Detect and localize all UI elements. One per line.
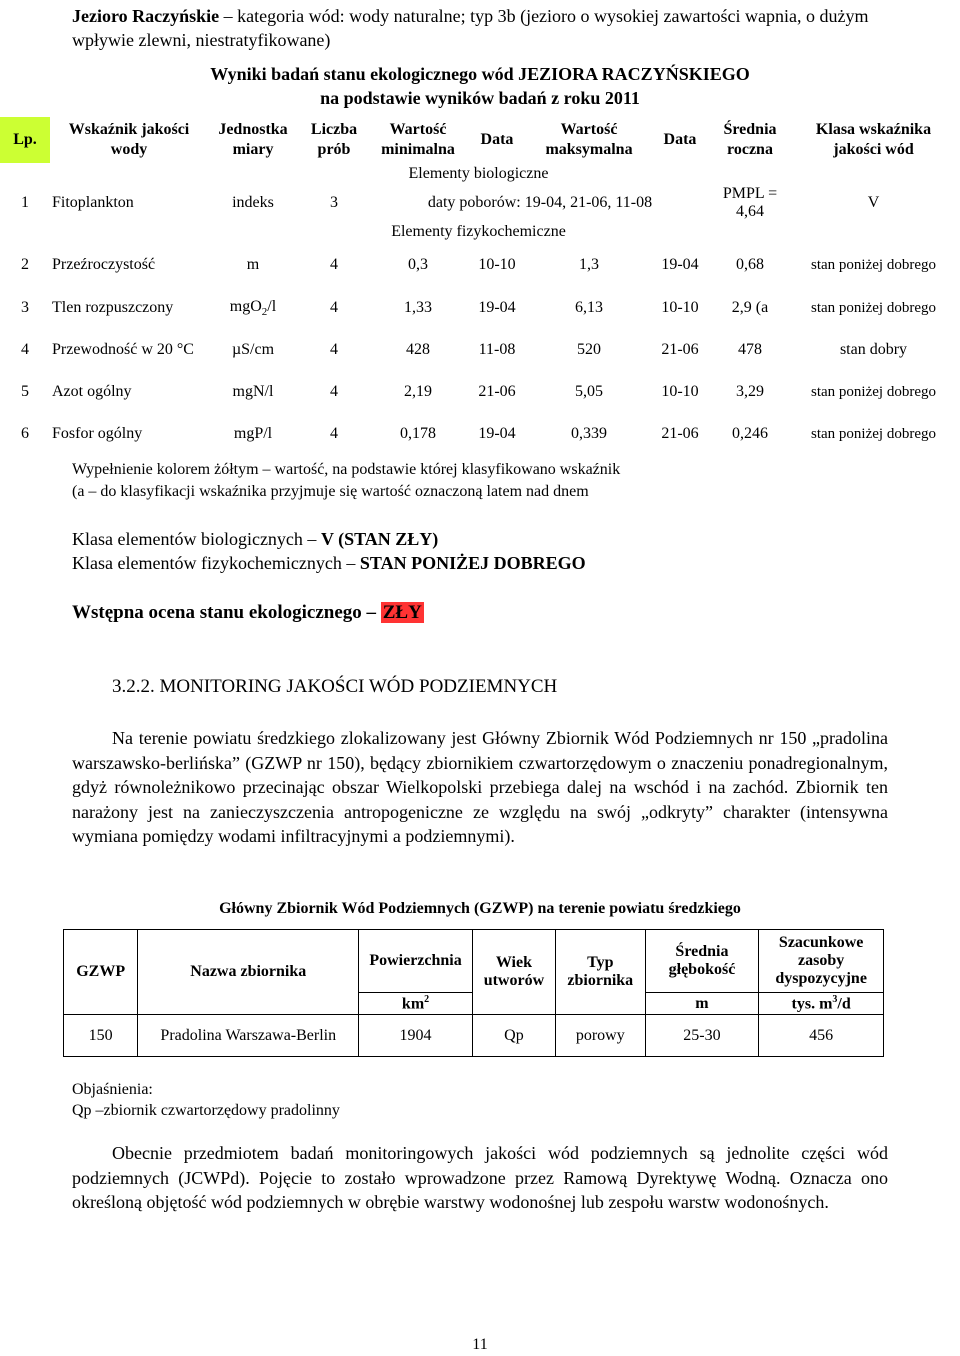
cell-wiek: Qp bbox=[472, 1015, 555, 1057]
ocena-label: Wstępna ocena stanu ekologicznego – bbox=[72, 602, 381, 623]
intro-text bbox=[72, 4, 932, 52]
cell-nazwa: Pradolina Warszawa-Berlin bbox=[138, 1015, 359, 1057]
table2-caption: Główny Zbiornik Wód Podziemnych (GZWP) na terenie powiatu średzkiego bbox=[219, 900, 741, 917]
row-klasa: stan poniżej dobrego bbox=[811, 257, 936, 273]
ocena-stanu bbox=[72, 602, 424, 624]
bio-lp: 1 bbox=[21, 194, 29, 211]
cell-glab: 25-30 bbox=[645, 1015, 759, 1057]
row-name: Fosfor ogólny bbox=[52, 425, 143, 442]
header-powierzchnia-unit: $km^2$ bbox=[359, 993, 473, 1015]
header-wart-max: Wartość maksymalna bbox=[545, 121, 633, 158]
header-wiek: Wiek utworów bbox=[472, 930, 555, 1015]
header-srednia: Średnia roczna bbox=[723, 121, 777, 158]
results-table bbox=[0, 117, 957, 455]
bio-n: 3 bbox=[330, 194, 338, 211]
note-a: (a – do klasyfikacji wskaźnika przyjmuje się wartość oznaczoną latem nad dnem bbox=[72, 483, 589, 500]
row-min: 428 bbox=[406, 341, 430, 358]
header-klasa: Klasa wskaźnika jakości wód bbox=[815, 121, 932, 158]
row-lp: 3 bbox=[21, 299, 29, 316]
row-lp: 5 bbox=[21, 383, 29, 400]
bio-unit: indeks bbox=[232, 194, 274, 211]
row-unit: mgN/l bbox=[232, 383, 274, 400]
table-row bbox=[0, 243, 957, 287]
results-title-line1: Wyniki badań stanu ekologicznego wód JEZIORA RACZYŃSKIEGO bbox=[210, 64, 750, 84]
row-n: 4 bbox=[330, 341, 338, 358]
row-min: 0,3 bbox=[408, 256, 428, 273]
row-min: 0,178 bbox=[400, 425, 436, 442]
paragraph-jcwpd: Obecnie przedmiotem badań monitoringowych jakości wód podziemnych są jednolite części wód podziemnych (JCWPd). Pojęcie to zostało wprowadzone przez Ramową Dyrektywę Wodną. Oznacza ono określoną objętość wód podziemnych w obrębie warstwy wodonośnej lub zespołu warstw wodonośnych. bbox=[72, 1143, 888, 1212]
header-wskaznik: Wskaźnik jakości wody bbox=[68, 121, 190, 158]
table-row bbox=[0, 329, 957, 371]
row-d2: 10-10 bbox=[661, 383, 699, 400]
row-unit: m bbox=[246, 256, 260, 273]
row-max: 1,3 bbox=[579, 256, 599, 273]
row-d1: 19-04 bbox=[478, 425, 516, 442]
row-avg: 0,246 bbox=[732, 425, 768, 442]
lake-description: – kategoria wód: wody naturalne; typ 3b (jezioro o wysokiej zawartości wapnia, o dużym wpływie zlewni, niestratyfikowane) bbox=[72, 6, 869, 50]
row-max: 6,13 bbox=[575, 299, 603, 316]
header-glebokosc: Średnia głębokość bbox=[645, 930, 759, 993]
row-min: 2,19 bbox=[404, 383, 432, 400]
section-fiz: Elementy fizykochemiczne bbox=[391, 223, 566, 240]
klasa-bio bbox=[72, 527, 438, 552]
section-heading: 3.2.2. MONITORING JAKOŚCI WÓD PODZIEMNYCH bbox=[112, 676, 558, 697]
note-yellow: Wypełnienie kolorem żółtym – wartość, na podstawie której klasyfikowano wskaźnik bbox=[72, 461, 621, 478]
klasa-fiz-label: Klasa elementów fizykochemicznych – bbox=[72, 553, 360, 573]
header-data2: Data bbox=[663, 131, 697, 148]
header-gzwp: GZWP bbox=[64, 930, 138, 1015]
explanations-line: Qp –zbiornik czwartorzędowy pradolinny bbox=[72, 1102, 340, 1119]
row-n: 4 bbox=[330, 299, 338, 316]
header-data1: Data bbox=[480, 131, 514, 148]
klasa-fiz-value: STAN PONIŻEJ DOBREGO bbox=[359, 553, 586, 573]
klasa-bio-label: Klasa elementów biologicznych – bbox=[72, 529, 321, 549]
row-unit: mgP/l bbox=[233, 425, 273, 442]
row-lp: 6 bbox=[21, 425, 29, 442]
row-avg: 3,29 bbox=[736, 383, 764, 400]
cell-gzwp: 150 bbox=[64, 1015, 138, 1057]
klasa-bio-value: V (STAN ZŁY) bbox=[320, 529, 439, 549]
bio-daty: daty poborów: 19-04, 21-06, 11-08 bbox=[427, 194, 653, 211]
row-d1: 21-06 bbox=[478, 383, 516, 400]
row-klasa: stan poniżej dobrego bbox=[811, 426, 936, 442]
row-d2: 10-10 bbox=[661, 299, 699, 316]
row-d2: 21-06 bbox=[661, 341, 699, 358]
bio-name: Fitoplankton bbox=[52, 194, 134, 211]
header-zasoby: Szacunkowe zasoby dyspozycyjne bbox=[759, 930, 884, 993]
lake-name: Jezioro Raczyńskie bbox=[72, 6, 220, 26]
row-unit: µS/cm bbox=[231, 341, 275, 358]
row-avg: 478 bbox=[738, 341, 762, 358]
header-liczba: Liczba prób bbox=[310, 121, 358, 158]
header-typ: Typ zbiornika bbox=[555, 930, 645, 1015]
row-name: Przewodność w 20 °C bbox=[52, 341, 194, 358]
row-name: Azot ogólny bbox=[52, 383, 132, 400]
row-n: 4 bbox=[330, 425, 338, 442]
header-powierzchnia: Powierzchnia bbox=[359, 930, 473, 993]
cell-zasoby: 456 bbox=[759, 1015, 884, 1057]
row-avg: 0,68 bbox=[736, 256, 764, 273]
row-max: 520 bbox=[577, 341, 601, 358]
row-lp: 2 bbox=[21, 256, 29, 273]
gzwp-table bbox=[63, 929, 884, 1057]
row-klasa: stan poniżej dobrego bbox=[811, 300, 936, 316]
klasa-fiz bbox=[72, 551, 586, 576]
row-n: 4 bbox=[330, 256, 338, 273]
row-lp: 4 bbox=[21, 341, 29, 358]
row-min: 1,33 bbox=[404, 299, 432, 316]
header-lp: Lp. bbox=[0, 117, 50, 163]
row-n: 4 bbox=[330, 383, 338, 400]
cell-typ: porowy bbox=[555, 1015, 645, 1057]
header-nazwa: Nazwa zbiornika bbox=[138, 930, 359, 1015]
explanations-title: Objaśnienia: bbox=[72, 1081, 153, 1098]
table-row bbox=[0, 287, 957, 329]
header-wart-min: Wartość minimalna bbox=[381, 121, 455, 158]
row-max: 0,339 bbox=[571, 425, 607, 442]
bio-pmpl: PMPL = 4,64 bbox=[722, 185, 778, 220]
row-d2: 21-06 bbox=[661, 425, 699, 442]
table-row bbox=[64, 1015, 884, 1057]
row-d1: 10-10 bbox=[478, 256, 516, 273]
row-max: 5,05 bbox=[575, 383, 603, 400]
header-jednostka: Jednostka miary bbox=[218, 121, 288, 158]
bio-klasa: V bbox=[867, 194, 880, 211]
row-d2: 19-04 bbox=[661, 256, 699, 273]
row-d1: 11-08 bbox=[478, 341, 516, 358]
row-d1: 19-04 bbox=[478, 299, 516, 316]
header-zasoby-unit: tys. $m^3/d$ bbox=[759, 993, 884, 1015]
row-avg: 2,9 (a bbox=[731, 299, 769, 316]
row-name: Przeźroczystość bbox=[52, 256, 156, 273]
page-number: 11 bbox=[472, 1336, 488, 1353]
results-title-line2: na podstawie wyników badań z roku 2011 bbox=[320, 88, 640, 108]
ocena-value: ZŁY bbox=[382, 602, 422, 623]
cell-pow: 1904 bbox=[359, 1015, 473, 1057]
table-row bbox=[0, 371, 957, 413]
row-klasa: stan poniżej dobrego bbox=[811, 384, 936, 400]
row-unit: mgO$_2$/l bbox=[229, 297, 277, 319]
table-row bbox=[0, 413, 957, 455]
header-glebokosc-unit: m bbox=[645, 993, 759, 1015]
row-name: Tlen rozpuszczony bbox=[52, 299, 174, 316]
paragraph-gzwp: Na terenie powiatu średzkiego zlokalizowany jest Główny Zbiornik Wód Podziemnych nr 150 „pradolina warszawsko-berlińska” (GZWP nr 150), będący zbiornikiem czwartorzędowym o znaczeniu ponadregionalnym, gdyż równoleżnikowo przecinając obszar Wielkopolski przebiega dalej na wschód i na zachód. Zbiornik ten narażony jest na zanieczyszczenia antropogeniczne ze względu na swój „odkryty” charakter (intensywna wymiana pomiędzy wodami infiltracyjnymi a podziemnymi). bbox=[72, 728, 888, 846]
section-bio: Elementy biologiczne bbox=[408, 165, 549, 182]
row-klasa: stan dobry bbox=[839, 341, 908, 358]
